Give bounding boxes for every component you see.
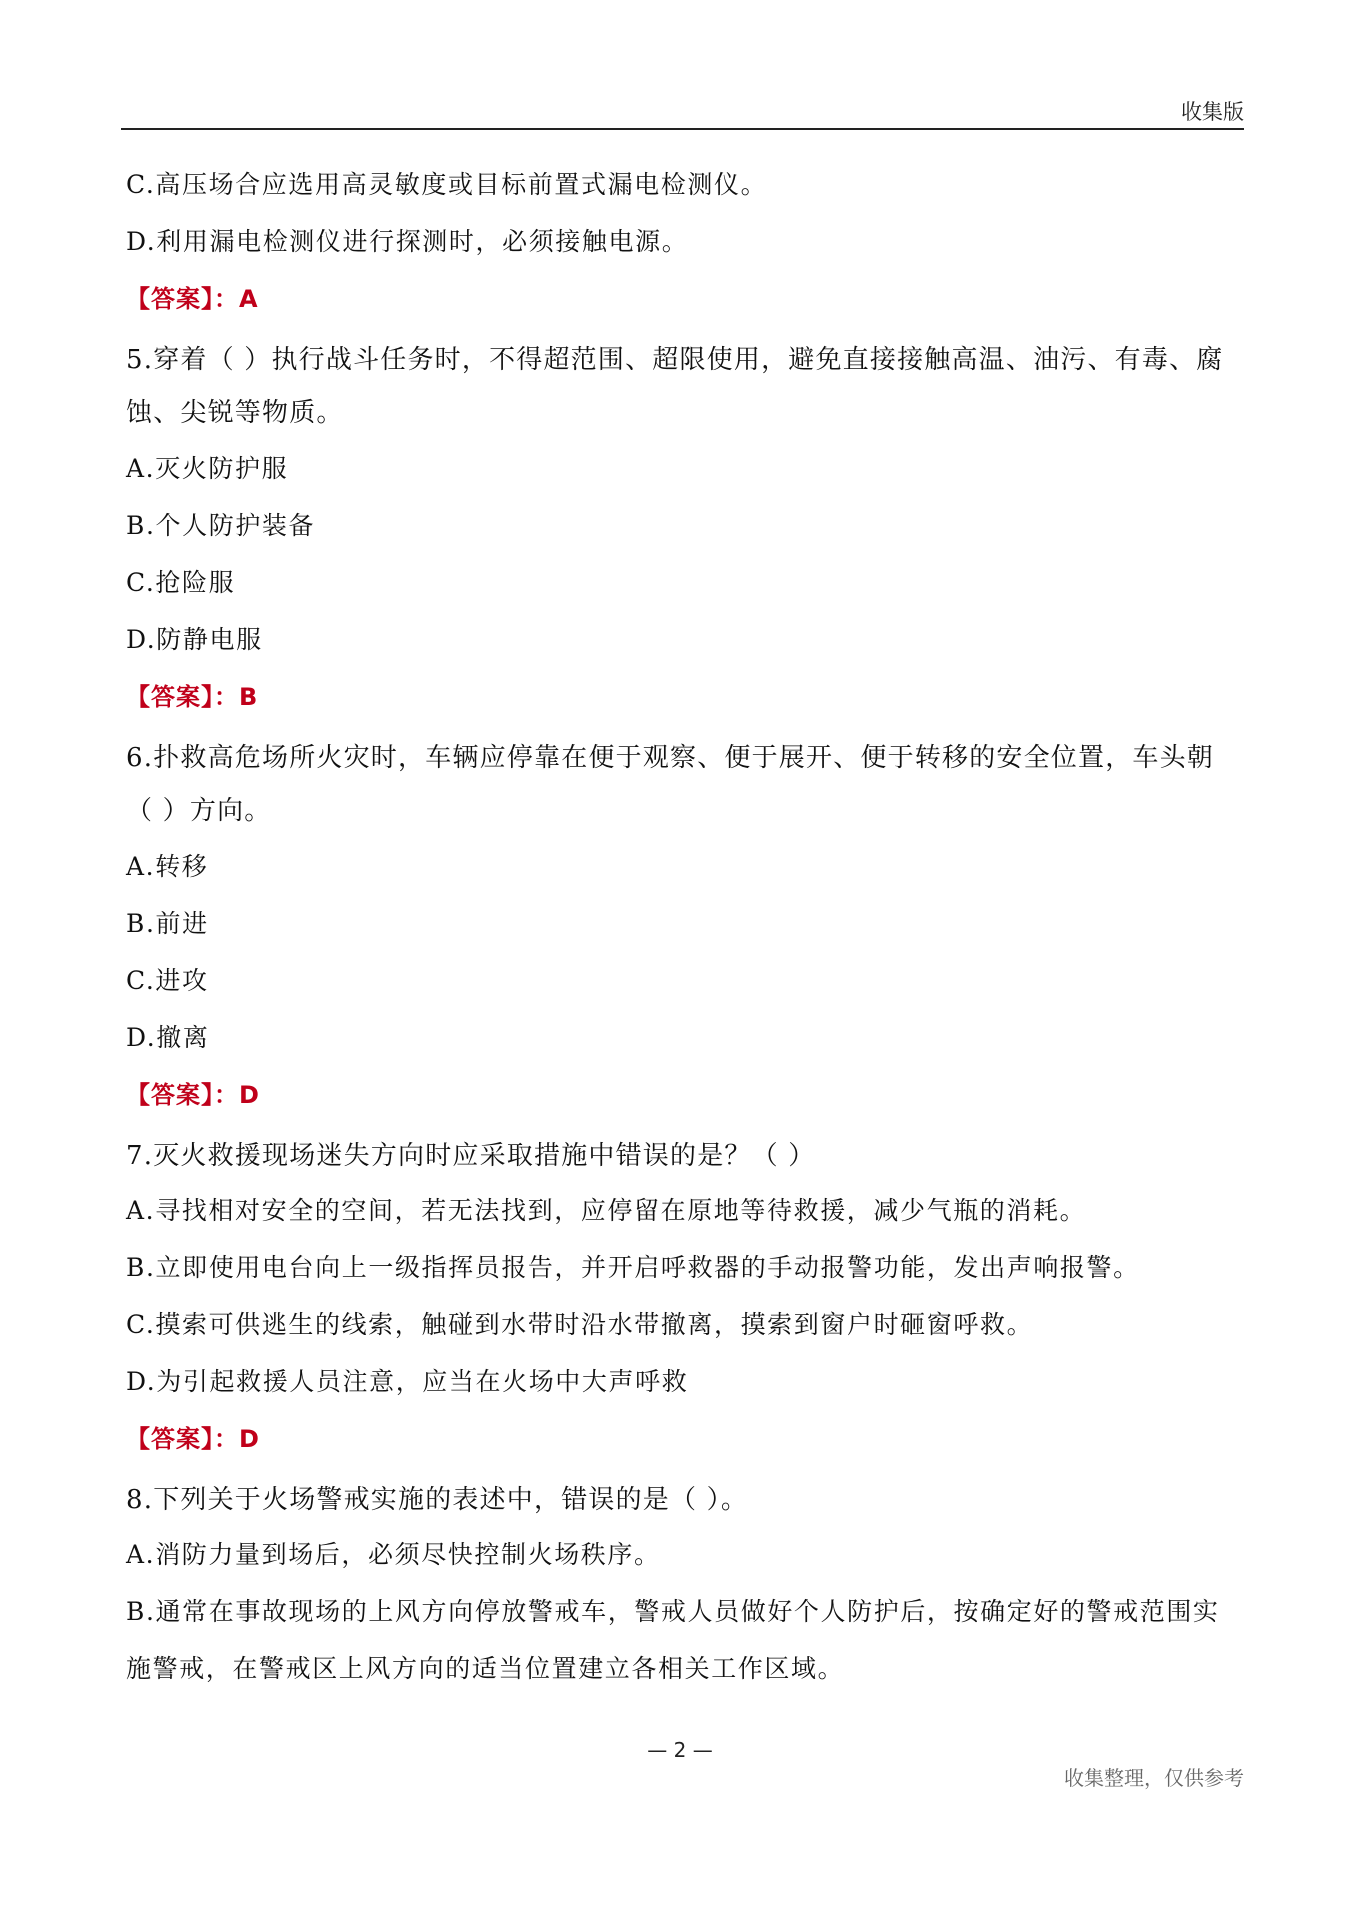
option-line: B.通常在事故现场的上风方向停放警戒车，警戒人员做好个人防护后，按确定好的警戒范围实 — [126, 1597, 1220, 1626]
question-line: 6.扑救高危场所火灾时，车辆应停靠在便于观察、便于展开、便于转移的安全位置，车头朝 — [126, 743, 1215, 773]
question-line: 8.下列关于火场警戒实施的表述中，错误的是（ ）。 — [126, 1485, 749, 1515]
header-title: 收集版 — [1181, 100, 1244, 124]
option-line: A.寻找相对安全的空间，若无法找到，应停留在原地等待救援，减少气瓶的消耗。 — [126, 1196, 1087, 1225]
question-line: 5.穿着（ ）执行战斗任务时，不得超范围、超限使用，避免直接接触高温、油污、有毒、腐 — [126, 345, 1224, 375]
option-line: C.进攻 — [126, 966, 209, 995]
answer-line: 【答案】：D — [126, 1081, 260, 1109]
option-line: D.防静电服 — [126, 625, 263, 654]
header-rule — [121, 128, 1244, 130]
option-line: 施警戒，在警戒区上风方向的适当位置建立各相关工作区域。 — [126, 1654, 845, 1683]
option-line: B.个人防护装备 — [126, 511, 316, 540]
footer-note: 收集整理，仅供参考 — [1064, 1766, 1244, 1790]
option-line: A.灭火防护服 — [126, 454, 289, 483]
answer-line: 【答案】：B — [126, 683, 259, 711]
question-line: 蚀、尖锐等物质。 — [126, 398, 344, 428]
option-line: A.消防力量到场后，必须尽快控制火场秩序。 — [126, 1540, 661, 1569]
option-line: C.抢险服 — [126, 568, 236, 597]
option-line: D.撤离 — [126, 1023, 210, 1052]
option-line: B.立即使用电台向上一级指挥员报告，并开启呼救器的手动报警功能，发出声响报警。 — [126, 1253, 1140, 1282]
option-line: A.转移 — [126, 852, 209, 881]
option-line: C.摸索可供逃生的线索，触碰到水带时沿水带撤离，摸索到窗户时砸窗呼救。 — [126, 1310, 1034, 1339]
option-line: B.前进 — [126, 909, 209, 938]
option-line: D.利用漏电检测仪进行探测时，必须接触电源。 — [126, 227, 689, 256]
answer-line: 【答案】：D — [126, 1425, 260, 1453]
question-line: （ ）方向。 — [126, 796, 272, 826]
option-line: D.为引起救援人员注意，应当在火场中大声呼救 — [126, 1367, 689, 1396]
page-number: — 2 — — [647, 1738, 713, 1762]
question-line: 7.灭火救援现场迷失方向时应采取措施中错误的是？（ ） — [126, 1141, 816, 1171]
option-line: C.高压场合应选用高灵敏度或目标前置式漏电检测仪。 — [126, 170, 768, 199]
answer-line: 【答案】：A — [126, 285, 259, 313]
